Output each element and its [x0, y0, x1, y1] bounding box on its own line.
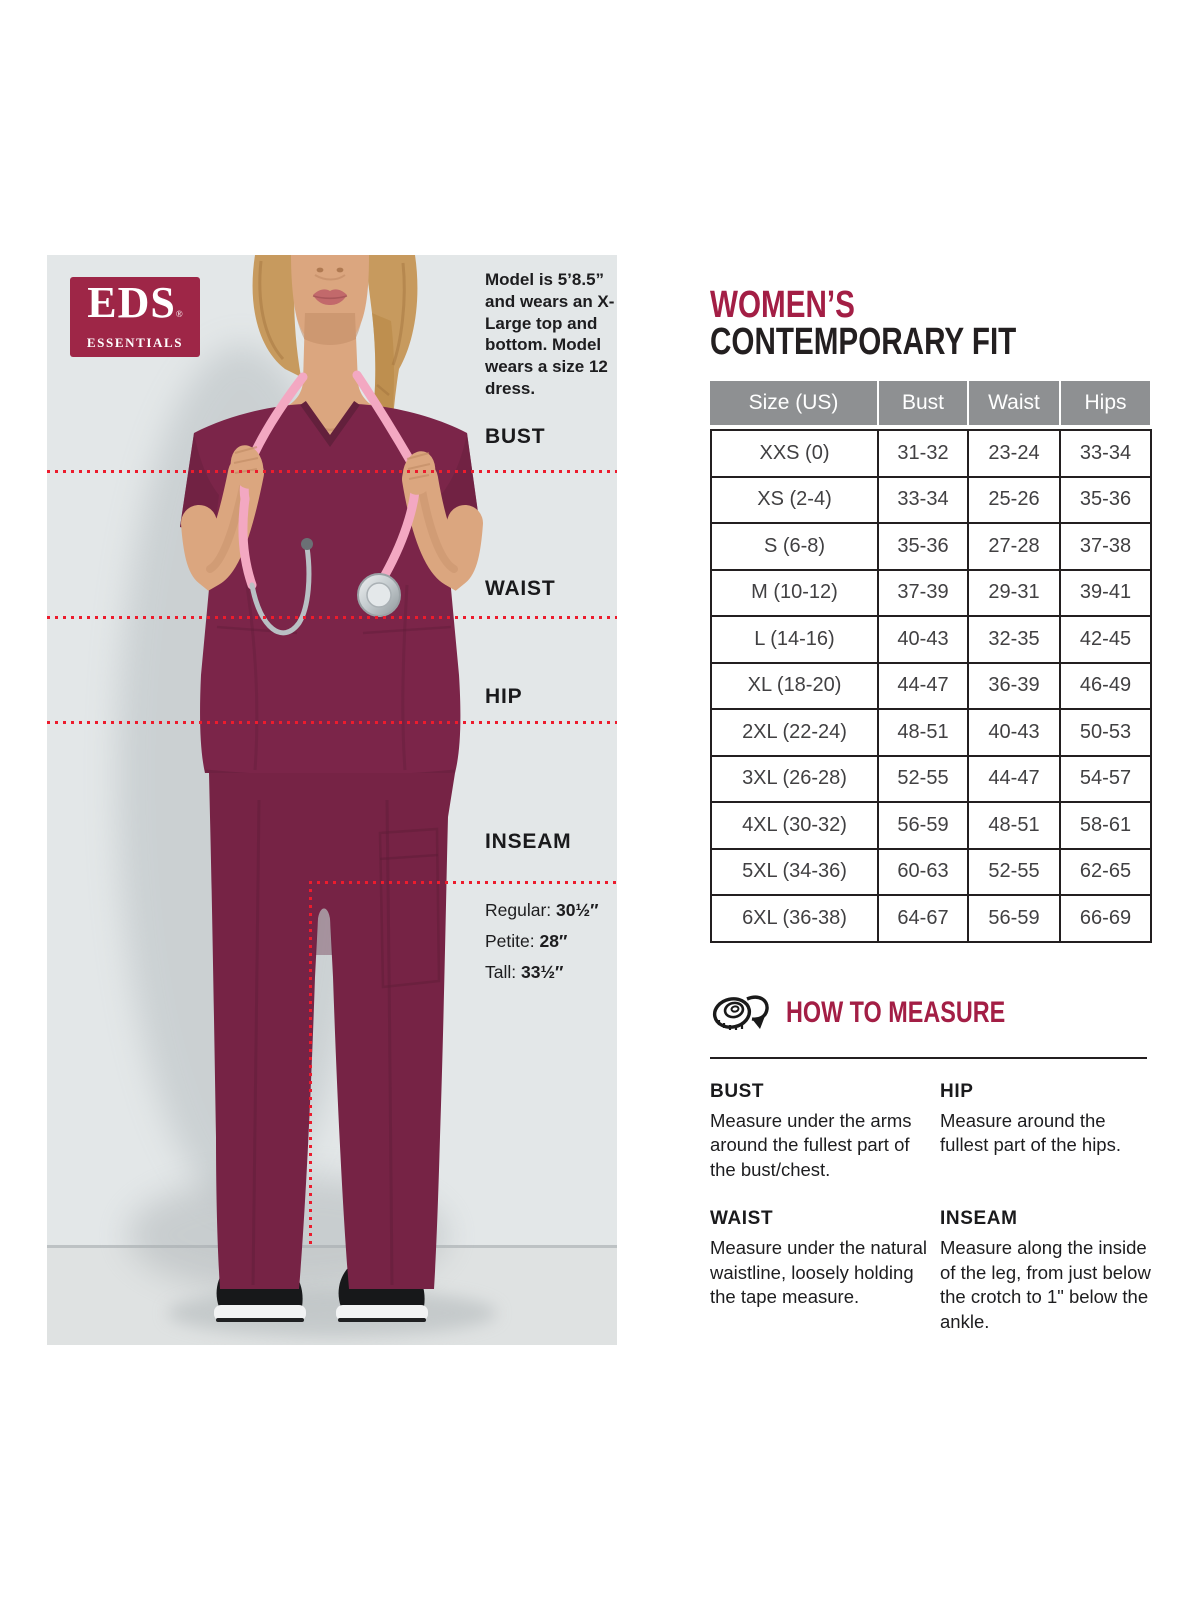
header-waist: Waist: [967, 381, 1059, 425]
measurement-cell: 56-59: [968, 895, 1060, 942]
measurement-cell: 66-69: [1060, 895, 1151, 942]
size-cell: 2XL (22-24): [711, 709, 878, 756]
measurement-cell: 60-63: [878, 849, 968, 896]
measurement-cell: 40-43: [878, 616, 968, 663]
measurement-cell: 56-59: [878, 802, 968, 849]
inseam-label: INSEAM: [485, 830, 572, 853]
how-to-measure-header: [710, 987, 1153, 1039]
measurement-cell: 44-47: [968, 756, 1060, 803]
inseam-measure-line: [309, 881, 617, 884]
measurement-cell: 58-61: [1060, 802, 1151, 849]
bust-measure-line: [47, 470, 617, 473]
model-photo-illustration: [47, 255, 617, 1345]
size-table-header: [710, 381, 1150, 425]
size-table-body: [711, 430, 1151, 942]
size-cell: 6XL (36-38): [711, 895, 878, 942]
measurement-cell: 33-34: [1060, 430, 1151, 477]
measure-term: HIP: [940, 1080, 974, 1102]
how-to-measure-title: HOW TO MEASURE: [786, 995, 1006, 1029]
size-cell: L (14-16): [711, 616, 878, 663]
measurement-cell: 37-39: [878, 570, 968, 617]
hip-measure-line: [47, 721, 617, 724]
bust-label: BUST: [485, 425, 546, 448]
brand-name: EDS®: [87, 278, 183, 327]
measurement-cell: 44-47: [878, 663, 968, 710]
brand-subname: ESSENTIALS: [86, 335, 184, 350]
size-table: [710, 381, 1150, 943]
measurement-cell: 36-39: [968, 663, 1060, 710]
size-cell: XL (18-20): [711, 663, 878, 710]
size-cell: XS (2-4): [711, 477, 878, 524]
measure-definitions: [710, 1081, 1153, 1335]
size-cell: 5XL (34-36): [711, 849, 878, 896]
measure-term: INSEAM: [940, 1208, 1018, 1230]
measurement-cell: 50-53: [1060, 709, 1151, 756]
measurement-cell: 42-45: [1060, 616, 1151, 663]
inseam-options: [485, 895, 598, 988]
header-size: Size (US): [748, 391, 839, 414]
measurement-cell: 40-43: [968, 709, 1060, 756]
size-cell: 3XL (26-28): [711, 756, 878, 803]
inseam-option-tall: Tall: 33½″: [485, 962, 564, 982]
size-cell: XXS (0): [711, 430, 878, 477]
definition-bust: [710, 1081, 932, 1183]
measurement-cell: 52-55: [968, 849, 1060, 896]
size-chart-panel: [710, 284, 1153, 1335]
header-hips: Hips: [1059, 381, 1150, 425]
table-row: [711, 430, 1151, 477]
table-row: [711, 756, 1151, 803]
measure-text: Measure along the inside of the leg, from just below the crotch to 1" below the ankle.: [940, 1237, 1151, 1333]
measure-text: Measure around the fullest part of the hips.: [940, 1109, 1121, 1156]
tape-measure-icon: [710, 987, 770, 1039]
table-row: [711, 477, 1151, 524]
page-title: [710, 284, 1153, 363]
title-line1: WOMEN’S: [710, 284, 855, 326]
definition-hip: [940, 1081, 1153, 1183]
measurement-cell: 52-55: [878, 756, 968, 803]
size-cell: M (10-12): [711, 570, 878, 617]
measurement-cell: 54-57: [1060, 756, 1151, 803]
measurement-cell: 31-32: [878, 430, 968, 477]
divider: [710, 1057, 1147, 1059]
size-cell: S (6-8): [711, 523, 878, 570]
definition-inseam: [940, 1208, 1153, 1334]
measurement-cell: 27-28: [968, 523, 1060, 570]
header-bust: Bust: [877, 381, 967, 425]
brand-logo: [70, 277, 200, 357]
measurement-cell: 29-31: [968, 570, 1060, 617]
measurement-cell: 62-65: [1060, 849, 1151, 896]
measurement-cell: 32-35: [968, 616, 1060, 663]
waist-label: WAIST: [485, 577, 556, 600]
table-row: [711, 570, 1151, 617]
waist-measure-line: [47, 616, 617, 619]
measurement-cell: 46-49: [1060, 663, 1151, 710]
measurement-cell: 64-67: [878, 895, 968, 942]
hip-label: HIP: [485, 685, 523, 708]
measure-term: BUST: [710, 1080, 765, 1102]
table-row: [711, 663, 1151, 710]
measurement-cell: 39-41: [1060, 570, 1151, 617]
size-table-rows: [710, 429, 1152, 943]
table-row: [711, 895, 1151, 942]
measurement-cell: 48-51: [968, 802, 1060, 849]
registered-mark: ®: [175, 309, 183, 319]
size-cell: 4XL (30-32): [711, 802, 878, 849]
measure-text: Measure under the natural waistline, loosely holding the tape measure.: [710, 1237, 927, 1308]
definition-waist: [710, 1208, 932, 1334]
measurement-cell: 37-38: [1060, 523, 1151, 570]
table-row: [711, 709, 1151, 756]
inseam-option-regular: Regular: 30½″: [485, 900, 599, 920]
measurement-cell: 48-51: [878, 709, 968, 756]
title-line2: CONTEMPORARY FIT: [710, 321, 1017, 363]
measure-text: Measure under the arms around the fullest part of the bust/chest.: [710, 1109, 912, 1180]
model-photo: [47, 255, 617, 1345]
measure-term: WAIST: [710, 1208, 774, 1230]
measurement-cell: 23-24: [968, 430, 1060, 477]
inseam-option-petite: Petite: 28″: [485, 931, 568, 951]
measurement-cell: 35-36: [1060, 477, 1151, 524]
measurement-cell: 33-34: [878, 477, 968, 524]
inseam-vertical-line: [309, 881, 312, 1248]
model-note: Model is 5’8.5” and wears an X-Large top and bottom. Model wears a size 12 dress.: [485, 270, 615, 398]
table-row: [711, 523, 1151, 570]
table-row: [711, 616, 1151, 663]
measurement-cell: 25-26: [968, 477, 1060, 524]
measurement-cell: 35-36: [878, 523, 968, 570]
table-row: [711, 802, 1151, 849]
table-row: [711, 849, 1151, 896]
